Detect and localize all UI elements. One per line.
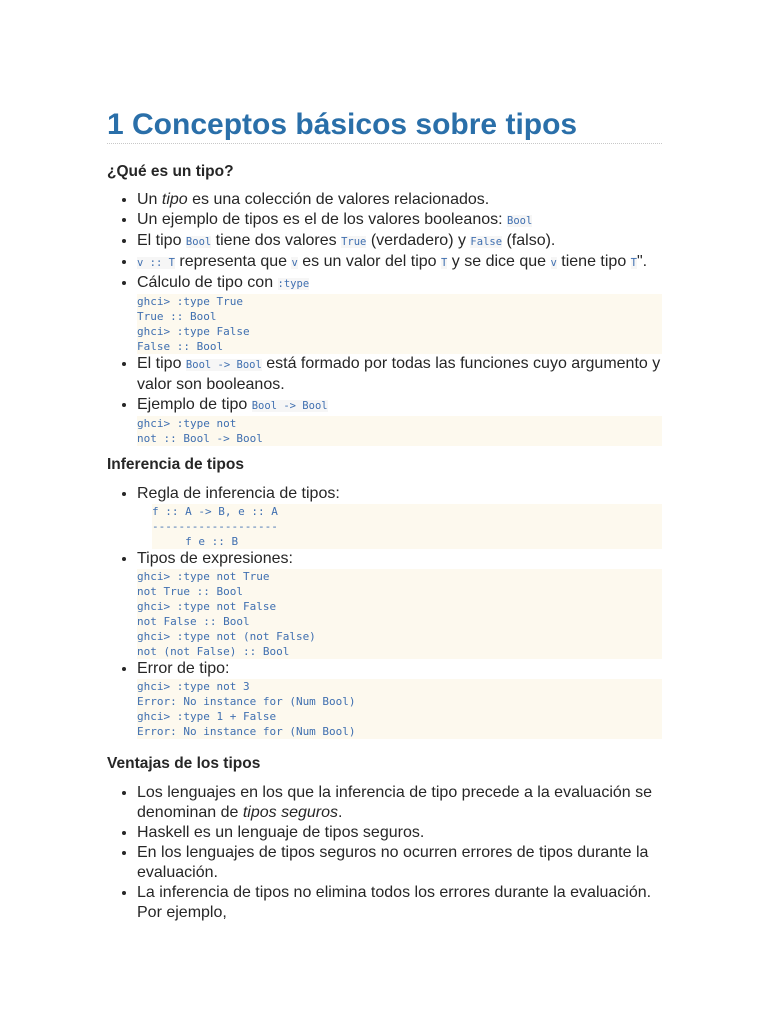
bullet-list-funciones [107, 354, 662, 416]
inline-code: T [441, 257, 448, 269]
inline-code: False [470, 236, 503, 248]
section-heading-que-es-un-tipo: ¿Qué es un tipo? [107, 163, 234, 180]
list-item: • En los lenguajes de tipos seguros no ocurren errores de tipos durante la evaluación. [137, 843, 662, 883]
bullet-list-inferencia [107, 484, 662, 504]
code-block-error-tipo: ghci> :type not 3 Error: No instance for (Num Bool) ghci> :type 1 + False Error: No instance for (Num Bool) [137, 679, 662, 739]
list-item: • Ejemplo de tipo Bool -> Bool [137, 395, 662, 416]
list-item: • Los lenguajes en los que la inferencia de tipo precede a la evaluación se denominan de tipos seguros. [137, 783, 662, 823]
inline-code: v [550, 257, 557, 269]
inline-code: Bool [185, 236, 212, 248]
inline-code: Bool [507, 215, 533, 227]
list-item: • Error de tipo: [137, 659, 662, 679]
list-item: • Regla de inferencia de tipos: [137, 484, 662, 504]
inline-code: Bool -> Bool [185, 359, 262, 371]
inline-code: T [630, 257, 637, 269]
list-item: • El tipo Bool tiene dos valores True (verdadero) y False (falso). [137, 231, 662, 252]
list-item: • La inferencia de tipos no elimina todos los errores durante la evaluación. Por ejemplo, [137, 883, 662, 923]
list-item: • Un ejemplo de tipos es el de los valores booleanos: Bool [137, 210, 662, 231]
bullet-list-ventajas [107, 783, 662, 923]
inline-code: v [291, 257, 298, 269]
list-item: • El tipo Bool -> Bool está formado por todas las funciones cuyo argumento y valor son booleanos. [137, 354, 662, 395]
section-heading-inferencia: Inferencia de tipos [107, 456, 244, 473]
code-block-type-not: ghci> :type not not :: Bool -> Bool [137, 416, 662, 446]
code-block-regla-inferencia: f :: A -> B, e :: A ------------------- f e :: B [152, 504, 662, 549]
inline-code: v :: T [137, 257, 175, 269]
list-item: • Haskell es un lenguaje de tipos seguros. [137, 823, 662, 843]
list-item: • v :: T representa que v es un valor del tipo T y se dice que v tiene tipo T". [137, 252, 662, 273]
list-item: • Cálculo de tipo con :type [137, 273, 662, 294]
bullet-list-error [107, 659, 662, 679]
document-page [107, 108, 662, 923]
bullet-list-tipos [107, 190, 662, 294]
inline-code: :type [277, 278, 310, 290]
code-block-tipos-expresiones: ghci> :type not True not True :: Bool ghci> :type not False not False :: Bool ghci> :type not (not False) not (not False) :: Bool [137, 569, 662, 659]
code-block-type-bool: ghci> :type True True :: Bool ghci> :type False False :: Bool [137, 294, 662, 354]
list-item: • Tipos de expresiones: [137, 549, 662, 569]
bullet-list-expresiones [107, 549, 662, 569]
inline-code: Bool -> Bool [251, 400, 328, 412]
section-heading-ventajas: Ventajas de los tipos [107, 755, 261, 772]
page-title: 1 Conceptos básicos sobre tipos [107, 108, 662, 144]
inline-code: True [341, 236, 367, 248]
list-item: • Un tipo es una colección de valores relacionados. [137, 190, 662, 210]
